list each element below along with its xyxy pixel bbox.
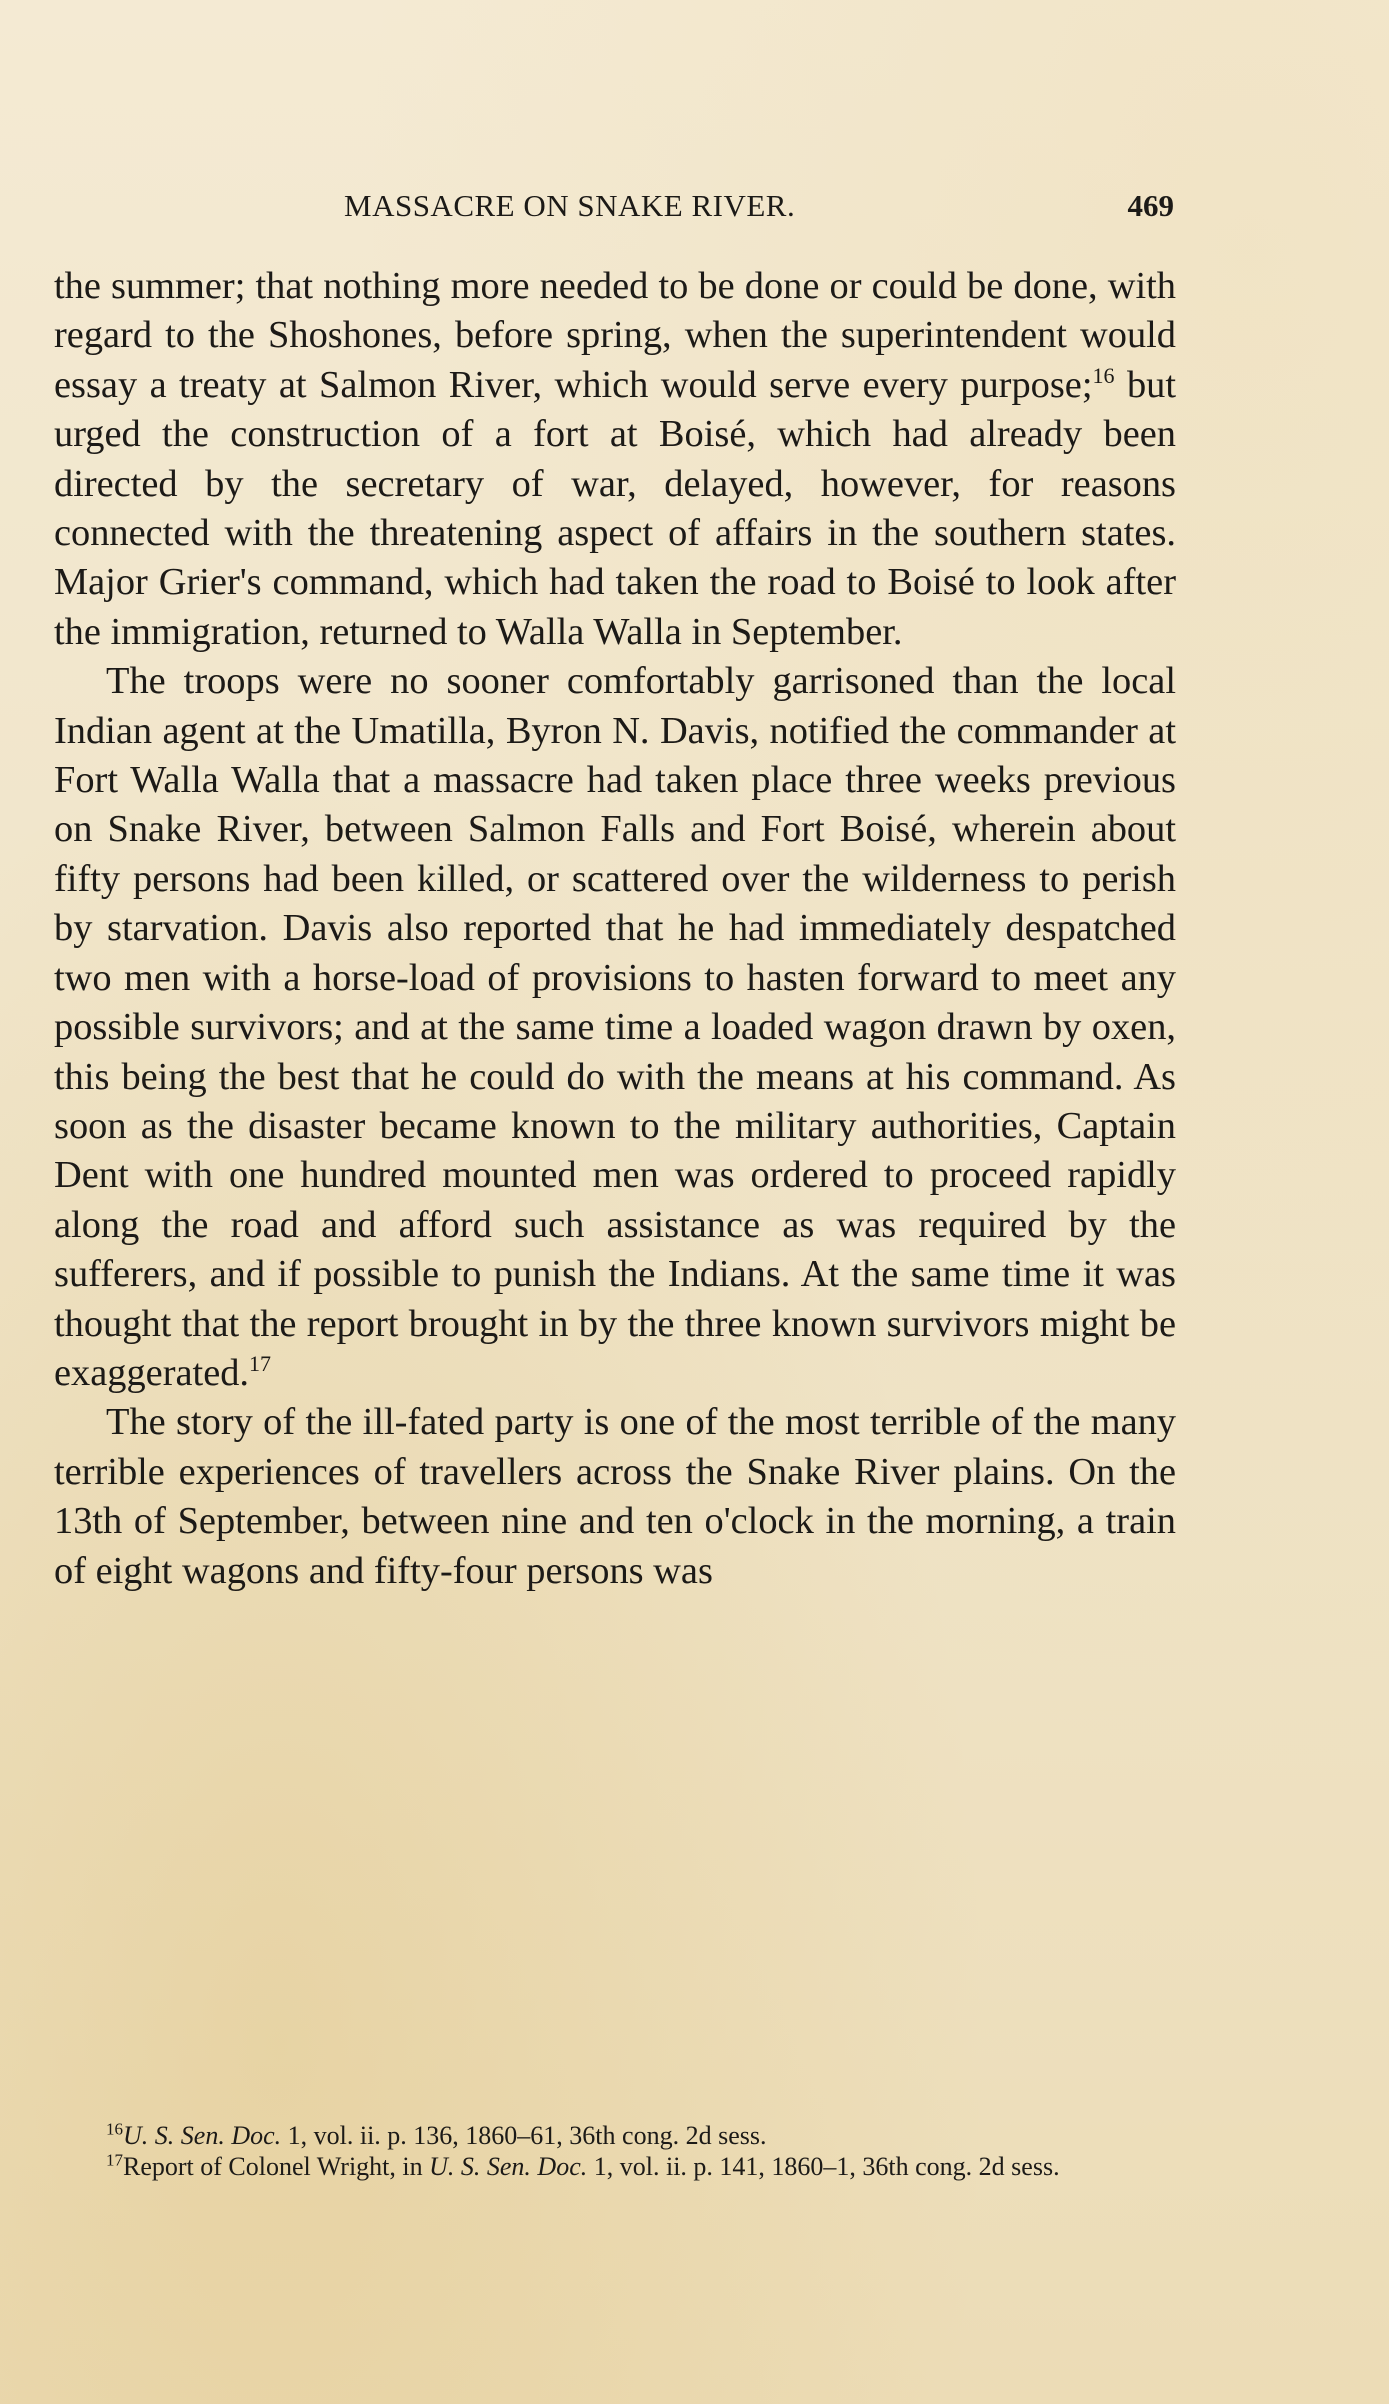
footnote-text: Report of Colonel Wright, in [123, 2152, 430, 2181]
footnote-source: U. S. Sen. Doc. [429, 2152, 588, 2181]
body-text [54, 262, 1176, 1596]
paragraph-story [54, 1398, 1176, 1596]
paragraph-text: the summer; that nothing more needed to be done or could be done, with regard to the Shoshones, before spring, when the superintendent would essay a treaty at Salmon River, which would serve every purpose; [54, 265, 1176, 406]
footnote-17 [54, 2151, 1176, 2182]
paragraph-text: but urged the construction of a fort at Boisé, which had already been directed by the secretary of war, delayed, however, for reasons connected with the threatening aspect of affairs in the southern states. Major Grier's command, which had taken the road to Boisé to look after the immigration, returned to Walla Walla in September. [54, 363, 1177, 653]
footnote-text: 1, vol. ii. p. 141, 1860–1, 36th cong. 2d sess. [587, 2152, 1060, 2181]
paragraph-text: The story of the ill-fated party is one of the most terrible of the many terrible experiences of travellers across the Snake River plains. On the 13th of September, between nine and ten o'clock in the morning, a train of eight wagons and fifty-four persons was [54, 1401, 1176, 1592]
footnotes [54, 2120, 1176, 2182]
footnote-mark: 16 [106, 2119, 123, 2139]
paragraph-continued [54, 262, 1176, 657]
page-number: 469 [1127, 188, 1174, 223]
paragraph-text: The troops were no sooner comfortably garrisoned than the local Indian agent at the Umatilla, Byron N. Davis, notified the commander at Fort Walla Walla that a massacre had taken place three weeks previous on Snake River, between Salmon Falls and Fort Boisé, wherein about fifty persons had been killed, or scattered over the wilderness to perish by starvation. Davis also reported that he had immediately despatched two men with a horse-load of provisions to hasten forward to meet any possible survivors; and at the same time a loaded wagon drawn by oxen, this being the best that he could do with the means at his command. As soon as the disaster became known to the military authorities, Captain Dent with one hundred mounted men was ordered to proceed rapidly along the road and afford such assistance as was required by the sufferers, and if possible to punish the Indians. At the same time it was thought that the report brought in by the three known survivors might be exaggerated. [54, 660, 1176, 1394]
running-head [54, 188, 1174, 228]
footnote-ref-17: 17 [249, 1351, 272, 1377]
footnote-ref-16: 16 [1092, 363, 1115, 389]
footnote-text: 1, vol. ii. p. 136, 1860–61, 36th cong. 2d sess. [281, 2121, 767, 2150]
paragraph-massacre-report [54, 657, 1176, 1398]
footnote-mark: 17 [106, 2150, 123, 2170]
footnote-source: U. S. Sen. Doc. [123, 2121, 282, 2150]
footnote-16 [54, 2120, 1176, 2151]
running-title: MASSACRE ON SNAKE RIVER. [344, 188, 796, 223]
